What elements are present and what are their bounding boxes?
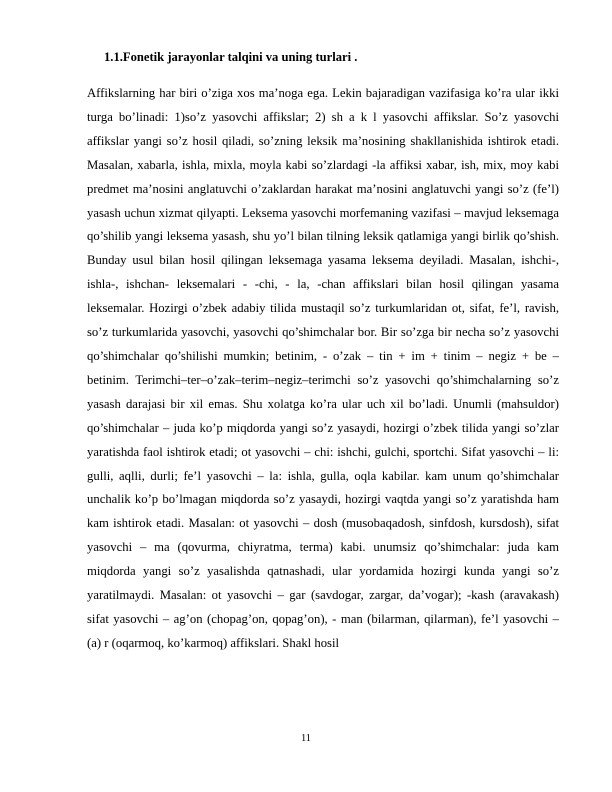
section-heading: 1.1.Fonetik jarayonlar talqini va uning turlari . <box>104 50 358 64</box>
page-number: 11 <box>300 733 312 744</box>
body-paragraph: Affikslarning har biri o’ziga xos ma’noga ega. Lekin bajaradigan vazifasiga ko’ra ular ikki turga bo’linadi: 1)so’z yasovchi affikslar; 2) sh a k l yasovchi affikslar. So’z yasovchi affikslar yangi so’z hosil qiladi, so’zning leksik ma’nosining shakllanishida ishtirok etadi. Masalan, xabarla, ishla, mixla, moyla kabi so’zlardagi -la affiksi xabar, ish, mix, moy kabi predmet ma’nosini anglatuvchi o’zaklardan harakat ma’nosini anglatuvchi yangi so’z (fe’l) yasash uchun xizmat qilyapti. Leksema yasovchi morfemaning vazifasi – mavjud leksemaga qo’shilib yangi leksema yasash, shu yo’l bilan tilning leksik qatlamiga yangi birlik qo’shish. Bunday usul bilan hosil qilingan leksemaga yasama leksema deyiladi. Masalan, ishchi-, ishla-, ishchan- leksemalari - -chi, - la, -chan affikslari bilan hosil qilingan yasama leksemalar. Hozirgi o’zbek adabiy tilida mustaqil so’z turkumlaridan ot, sifat, fe’l, ravish, so’z turkumlarida yasovchi, yasovchi qo’shimchalar bor. Bir so’zga bir necha so’z yasovchi qo’shimchalar qo’shilishi mumkin; betinim, - o’zak – tin + im + tinim – negiz + be – betinim. Terimchi–ter–o’zak–terim–negiz–terimchi so’z yasovchi qo’shimchalarning so’z yasash darajasi bir xil emas. Shu xolatga ko’ra ular uch xil bo’ladi. Unumli (mahsuldor) qo’shimchalar – juda ko’p miqdorda yangi so’z yasaydi, hozirgi o’zbek tilida yangi so’zlar yaratishda faol ishtirok etadi; ot yasovchi – chi: ishchi, gulchi, sportchi. Sifat yasovchi – li: gulli, aqlli, durli; fe’l yasovchi – la: ishla, gulla, oqla kabilar. kam unum qo’shimchalar unchalik ko’p bo’lmagan miqdorda so’z yasaydi, hozirgi vaqtda yangi so’z yaratishda ham kam ishtirok etadi. Masalan: ot yasovchi – dosh (musobaqadosh, sinfdosh, kursdosh), sifat yasovchi – ma (qovurma, chiyratma, terma) kabi. unumsiz qo’shimchalar: juda kam miqdorda yangi so’z yasalishda qatnashadi, ular yordamida hozirgi kunda yangi so’z yaratilmaydi. Masalan: ot yasovchi – gar (savdogar, zargar, da’vogar); -kash (aravakash) sifat yasovchi – ag’on (chopag’on, qopag’on), - man (bilarman, qilarman), fe’l yasovchi – (a) r (oqarmoq, ko’karmoq) affikslari. Shakl hosil <box>87 86 559 650</box>
